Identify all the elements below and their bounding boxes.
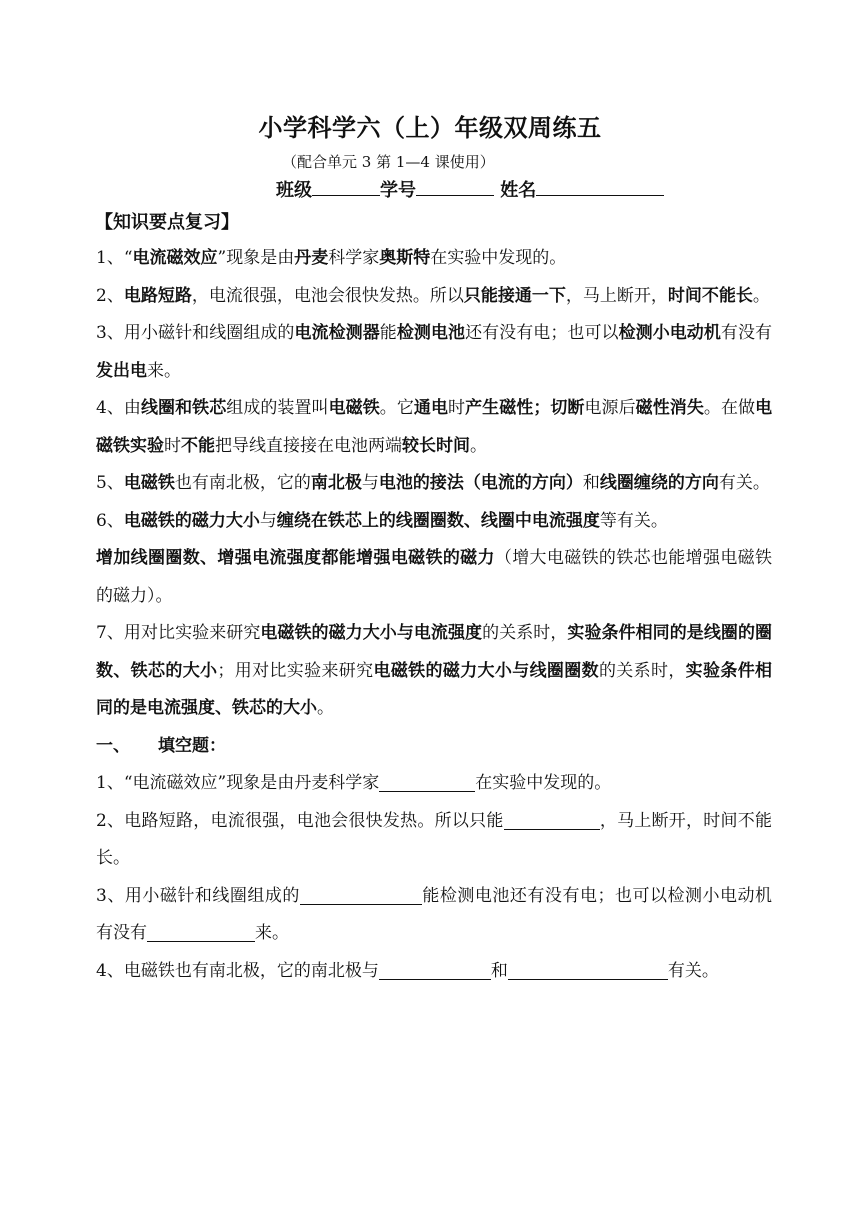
fill-in-heading: 一、 填空题：: [96, 735, 226, 756]
number-label: 学号: [380, 180, 416, 201]
answer-blank[interactable]: [379, 959, 491, 980]
review-item-5: 5、电磁铁也有南北极，它的南北极与电池的接法（电流的方向）和线圈缠绕的方向有关。: [96, 473, 770, 493]
page-title: 小学科学六（上）年级双周练五: [258, 114, 602, 142]
page-subtitle: （配合单元 3 第 1—4 课使用）: [282, 153, 495, 171]
answer-blank[interactable]: [508, 959, 668, 980]
answer-blank[interactable]: [504, 809, 600, 830]
name-blank[interactable]: [536, 177, 664, 196]
review-heading: 【知识要点复习】: [95, 212, 239, 233]
review-item-2: 2、电路短路，电流很强，电池会很快发热。所以只能接通一下，马上断开，时间不能长。: [96, 285, 770, 306]
answer-blank[interactable]: [147, 921, 255, 942]
review-item-7: 7、用对比实验来研究电磁铁的磁力大小与电流强度的关系时，实验条件相同的是线圈的圈数、铁芯的大小；用对比实验来研究电磁铁的磁力大小与线圈圈数的关系时，实验条件相同的是电流强度、铁芯的大小。: [96, 623, 773, 718]
student-info-line: [276, 176, 664, 202]
fill-question-3: 3、用小磁针和线圈组成的 能检测电池还有没有电；也可以检测小电动机有没有 来。: [96, 885, 772, 943]
class-label: 班级: [276, 180, 312, 201]
answer-blank[interactable]: [379, 771, 475, 792]
number-blank[interactable]: [416, 177, 494, 196]
answer-blank[interactable]: [300, 884, 422, 905]
review-item-4: 4、由线圈和铁芯组成的装置叫电磁铁。它通电时产生磁性；切断电源后磁性消失。在做电磁铁实验时不能把导线直接接在电池两端较长时间。: [96, 398, 773, 456]
content-body: [96, 240, 772, 990]
fill-question-4: 4、电磁铁也有南北极，它的南北极与 和 有关。: [96, 960, 719, 981]
review-item-3: 3、用小磁针和线圈组成的电流检测器能检测电池还有没有电；也可以检测小电动机有没有发出电来。: [96, 323, 773, 381]
name-label: 姓名: [500, 180, 537, 201]
class-blank[interactable]: [312, 177, 380, 196]
fill-question-1: 1、“电流磁效应”现象是由丹麦科学家 在实验中发现的。: [96, 773, 612, 793]
review-item-1: 1、“电流磁效应”现象是由丹麦科学家奥斯特在实验中发现的。: [96, 248, 567, 268]
review-item-6: 6、电磁铁的磁力大小与缠绕在铁芯上的线圈圈数、线圈中电流强度等有关。 增加线圈圈数、增强电流强度都能增强电磁铁的磁力（增大电磁铁的铁芯也能增强电磁铁的磁力）。: [96, 510, 773, 606]
fill-question-2: 2、电路短路，电流很强，电池会很快发热。所以只能 ，马上断开，时间不能长。: [96, 810, 772, 868]
